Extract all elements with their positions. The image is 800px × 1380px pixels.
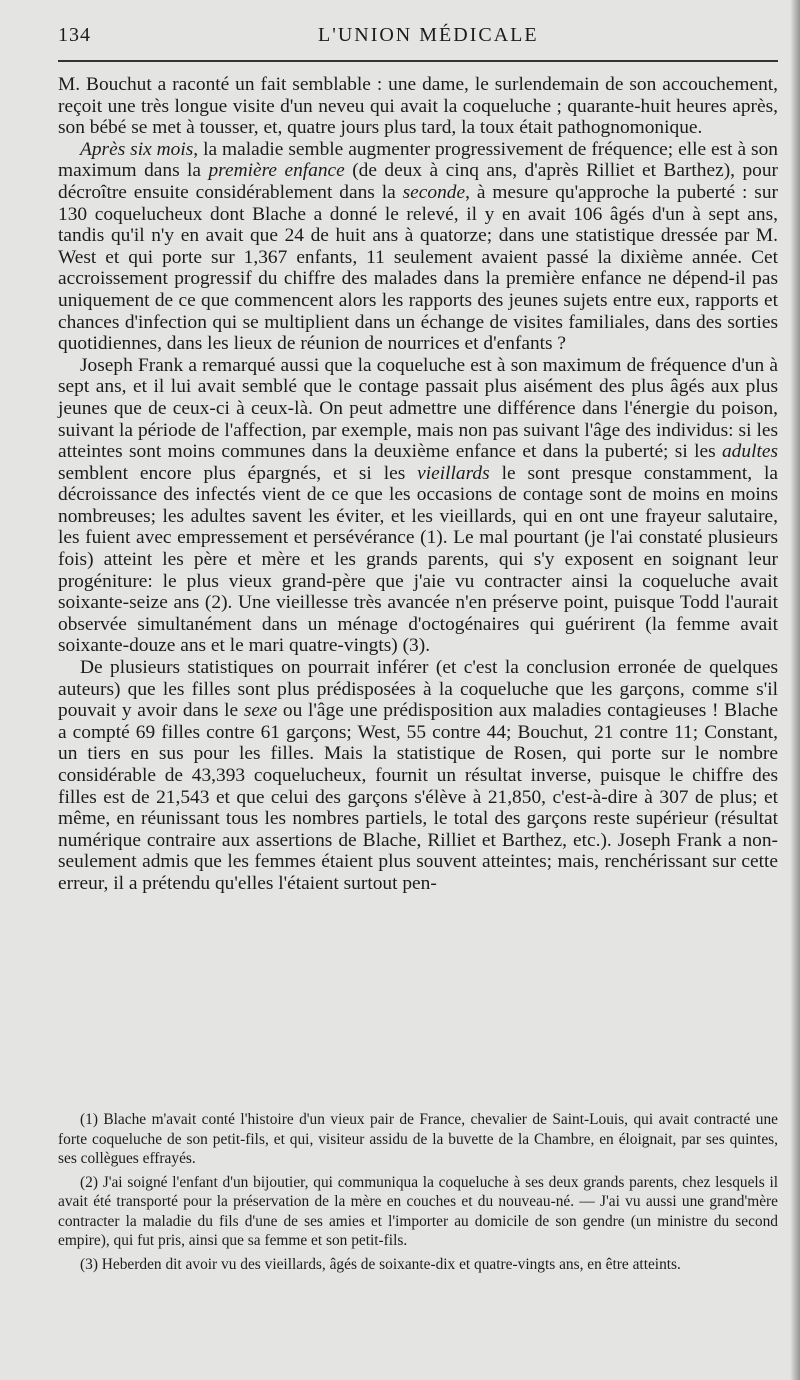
text-run: M. Bouchut a raconté un fait semblable : une dame, le surlendemain de son accouchement, reçoit une très longue visite d'un neveu qui avait la coqueluche ; quarante-huit heures après, son bébé se met à tousser, et, quatre jours plus tard, la toux était pathognomonique. <box>58 74 778 139</box>
text-run: ou l'âge une prédisposition aux maladies contagieuses ! Blache a compté 69 filles contre 61 garçons; West, 55 contre 44; Bouchut, 21 contre 11; Constant, un tiers en sus pour les filles. Mais la statistique de Rosen, qui porte sur le nombre considérable de 43,393 coquelucheux, fournit un résultat inverse, puisque le chiffre des filles est de 21,543 et que celui des garçons s'élève à 21,850, c'est-à-dire à 307 de plus; et même, en réunissant tous les nombres partiels, le total des garçons reste supérieur (résultat numérique contraire aux assertions de Blache, Rilliet et Barthez, etc.). Joseph Frank a non-seulement admis que les femmes étaient plus souvent atteintes; mais, renchérissant sur cette erreur, il a prétendu qu'elles l'étaient surtout pen- <box>58 700 778 894</box>
paragraph <box>58 74 778 139</box>
header-rule <box>58 60 778 62</box>
main-text <box>58 74 778 895</box>
text-run: , la maladie semble augmenter progressivement de fréquence; elle est à son maximum dans la <box>58 138 778 182</box>
italic-text: adultes <box>721 441 778 463</box>
paragraph <box>58 139 778 355</box>
footnote-2: (2) J'ai soigné l'enfant d'un bijoutier, qui communiqua la coqueluche à ses deux grands parents, chez lesquels il avait été transporté pour la préservation de la mère en couches et du nouveau-né. — J'ai vu aussi une grand'mère contracter la maladie du fils d'une de ses amies et l'importer au domicile de son gendre (un ministre du second empire), qui fut pris, ainsi que sa femme et son petit-fils. <box>58 1173 778 1249</box>
paragraph <box>58 355 778 657</box>
text-run: De plusieurs statistiques on pourrait inférer (et c'est la conclusion erronée de quelques auteurs) que les filles sont plus prédisposées à la coqueluche que les garçons, comme s'il pouvait y avoir dans le <box>58 657 778 722</box>
text-run: , à mesure qu'approche la puberté : sur 130 coquelucheux dont Blache a donné le relevé, il y en avait 106 âgés d'un à sept ans, tandis qu'il n'y en avait que 24 de huit ans à quatorze; dans une statistique dressée par M. West et qui porte sur 1,367 enfants, 11 seulement avaient passé la dixième année. Cet accroissement progressif du chiffre des malades dans la première enfance ne dépend-il pas uniquement de ce que commencent alors les rapports des jeunes sujets entre eux, rapports et chances d'infection qui se multiplient dans un échange de visites familiales, dans des sorties quotidiennes, dans les lieux de réunion de nourrices et d'enfants ? <box>58 181 778 355</box>
running-title: L'UNION MÉDICALE <box>318 24 539 46</box>
text-run: Joseph Frank a remarqué aussi que la coqueluche est à son maximum de fréquence d'un à sept ans, et il lui avait semblé que le contage passait plus aisément des plus âgés aux plus jeunes que de ceux-ci à ceux-là. On peut admettre une différence dans l'énergie du poison, suivant la période de l'affection, par exemple, mais non pas suivant l'âge des individus: si les atteintes sont moins communes dans la deuxième enfance et dans la puberté; si les <box>58 354 778 463</box>
paragraph <box>58 657 778 895</box>
footnote-3: (3) Heberden dit avoir vu des vieillards, âgés de soixante-dix et quatre-vingts ans, en être atteints. <box>80 1255 681 1273</box>
text-run: (de deux à cinq ans, d'après Rilliet et Barthez), pour décroître ensuite considérablement dans la <box>58 160 779 203</box>
italic-text: première enfance <box>208 160 345 182</box>
italic-text: Après six mois <box>80 138 194 160</box>
text-run: le sont presque constamment, la décroissance des infectés vient de ce que les occasions de contage sont de moins en moins nombreuses; les adultes savent les éviter, et les vieillards, qui en ont une frayeur salutaire, les fuient avec empressement et persévérance (1). Le mal pourtant (je l'ai constaté plusieurs fois) atteint les père et mère et les grands parents, qui s'y exposent en soignant leur progéniture: le plus vieux grand-père que j'aie vu contracter ainsi la coqueluche avait soixante-seize ans (2). Une vieillesse très avancée n'en préserve point, puisque Todd l'aurait observée simultanément dans un ménage d'octogénaires qui guérirent (la femme avait soixante-douze ans et le mari quatre-vingts) (3). <box>58 462 778 657</box>
italic-text: seconde <box>402 181 466 203</box>
page-number: 134 <box>58 24 91 46</box>
page-header <box>58 24 780 58</box>
italic-text: sexe <box>243 700 278 722</box>
footnote-1: (1) Blache m'avait conté l'histoire d'un vieux pair de France, chevalier de Saint-Louis, qui avait contracté une forte coqueluche de son petit-fils, et qui, visiteur assidu de la buvette de la Chambre, en éloignait, par ses quintes, ses collègues effrayés. <box>58 1111 778 1167</box>
italic-text: vieillards <box>417 462 490 484</box>
footnotes <box>58 1110 778 1278</box>
text-run: semblent encore plus épargnés, et si les <box>58 462 418 484</box>
